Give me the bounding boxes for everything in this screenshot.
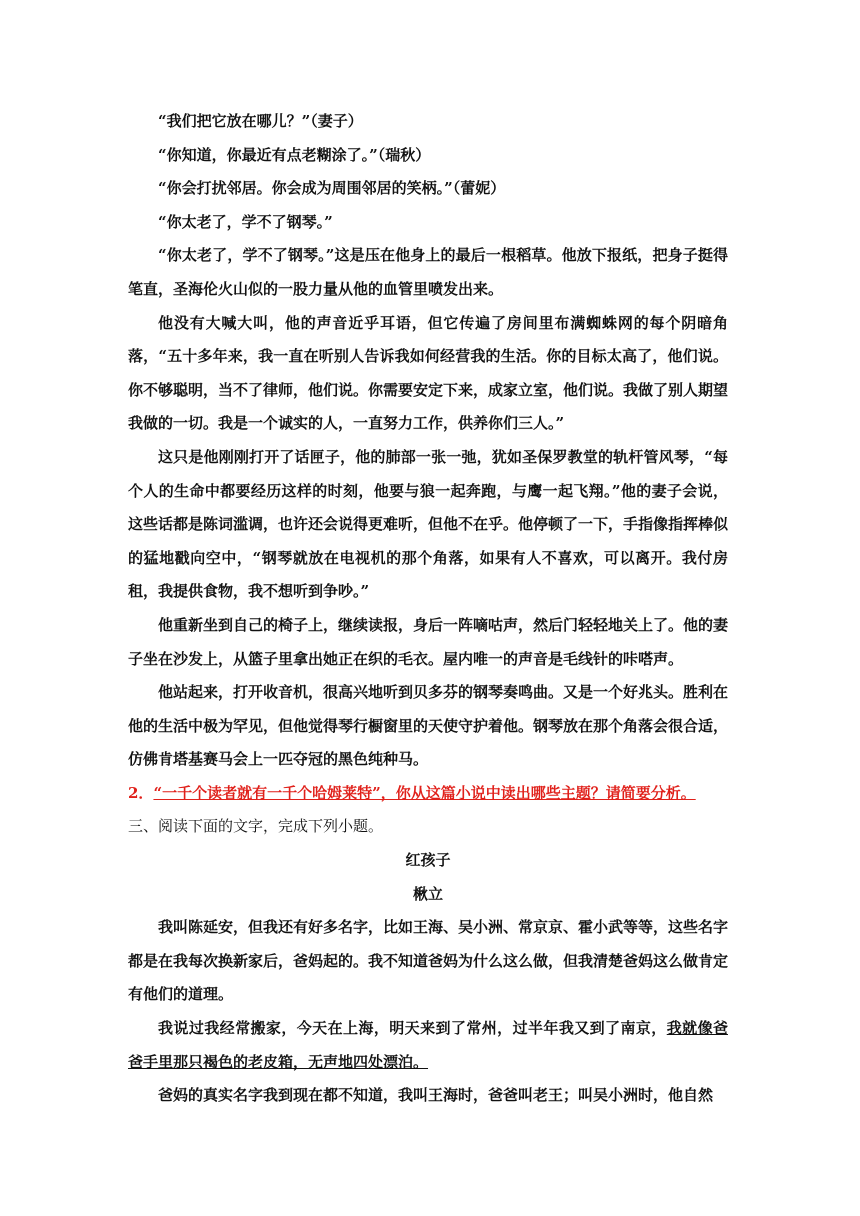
underlined-sentence: 我就像爸爸手里那只褐色的老皮箱，无声地四处漂泊。 (128, 1019, 728, 1071)
story-paragraph: 他没有大喊大叫，他的声音近乎耳语，但它传遍了房间里布满蜘蛛网的每个阴暗角落，“五十多年来，我一直在听别人告诉我如何经营我的生活。你的目标太高了，他们说。你不够聪明，当不了律师，他们说。你需要安定下来，成家立室，他们说。我做了别人期望我做的一切。我是一个诚实的人，一直努力工作，供养你们三人。” (128, 313, 729, 433)
dialogue-line-renee: “你会打扰邻居。你会成为周围邻居的笑柄。”（蕾妮） (158, 179, 506, 198)
story-author: 楸立 (412, 884, 443, 903)
dialogue-line-rachel: “你知道，你最近有点老糊涂了。”（瑞秋） (158, 145, 431, 164)
story-paragraph: 他重新坐到自己的椅子上，继续读报，身后一阵嘀咕声，然后门轻轻地关上了。他的妻子坐在沙发上，从篮子里拿出她正在织的毛衣。屋内唯一的声音是毛线针的咔嗒声。 (128, 615, 729, 668)
dialogue-line-wife: “我们把它放在哪儿？”（妻子） (158, 112, 363, 130)
story-paragraph: 爸妈的真实名字我到现在都不知道，我叫王海时，爸爸叫老王；叫吴小洲时，他自然 (158, 1086, 714, 1105)
question-2 (128, 777, 728, 811)
story-title: 红孩子 (405, 851, 451, 870)
story-paragraph-with-underline (128, 1012, 728, 1079)
story-paragraph: 他站起来，打开收音机，很高兴地听到贝多芬的钢琴奏鸣曲。又是一个好兆头。胜利在他的生活中极为罕见，但他觉得琴行橱窗里的天使守护着他。钢琴放在那个角落会很合适，仿佛肯塔基赛马会上一匹夺冠的黑色纯种马。 (128, 683, 729, 769)
dialogue-line-too-old: “你太老了，学不了钢琴。” (158, 212, 333, 231)
story-paragraph: “你太老了，学不了钢琴。”这是压在他身上的最后一根稻草。他放下报纸，把身子挺得笔直，圣海伦火山似的一股力量从他的血管里喷发出来。 (128, 246, 728, 298)
document-body (128, 105, 728, 1113)
question-number: 2． (128, 783, 154, 802)
story-paragraph: 这只是他刚刚打开了话匣子，他的肺部一张一弛，犹如圣保罗教堂的轨杆管风琴，“每个人的生命中都要经历这样的时刻，他要与狼一起奔跑，与鹰一起飞翔。”他的妻子会说，这些话都是陈词滥调，也许还会说得更难听，但他不在乎。他停顿了一下，手指像指挥棒似的猛地戳向空中，“钢琴就放在电视机的那个角落，如果有人不喜欢，可以离开。我付房租，我提供食物，我不想听到争吵。” (128, 447, 729, 601)
story-paragraph: 我叫陈延安，但我还有好多名字，比如王海、吴小洲、常京京、霍小武等等，这些名字都是在我每次换新家后，爸妈起的。我不知道爸妈为什么这么做，但我清楚爸妈这么做肯定有他们的道理。 (128, 918, 729, 1004)
section-heading: 三、阅读下面的文字，完成下列小题。 (128, 817, 384, 836)
question-text: “一千个读者就有一千个哈姆莱特”，你从这篇小说中读出哪些主题？请简要分析。 (153, 783, 696, 802)
paragraph-text: 我说过我经常搬家，今天在上海，明天来到了常州，过半年我又到了南京， (158, 1019, 667, 1038)
